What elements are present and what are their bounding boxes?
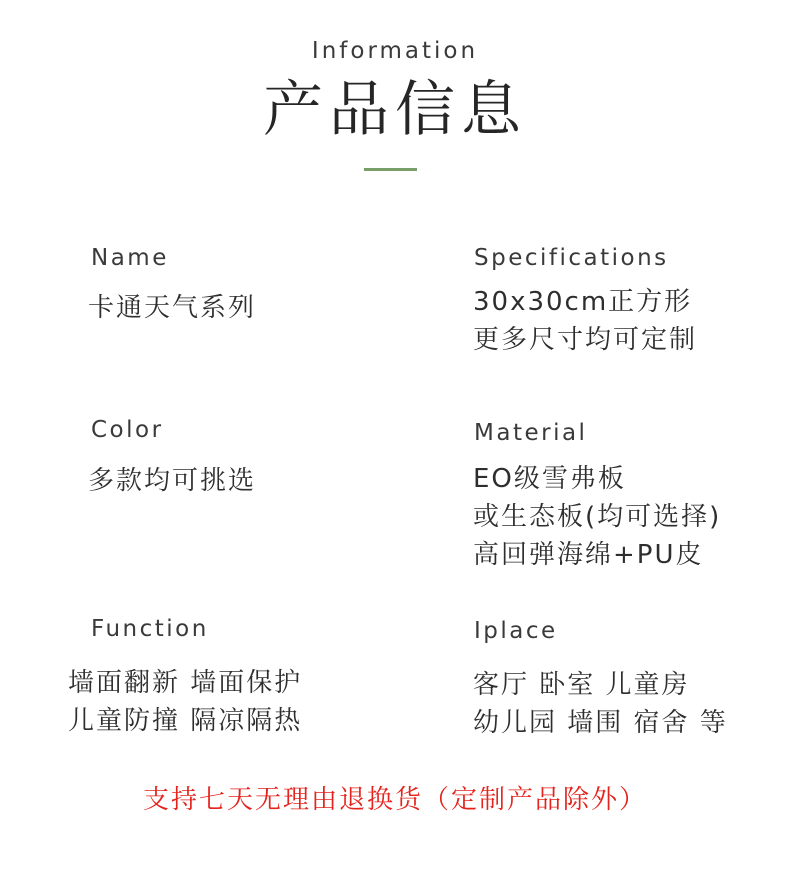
iplace-value-line: 客厅 卧室 儿童房 bbox=[473, 670, 690, 700]
specifications-label: Specifications bbox=[474, 245, 669, 271]
function-value bbox=[68, 664, 302, 740]
specifications-value bbox=[473, 283, 697, 359]
iplace-value bbox=[473, 666, 728, 742]
color-value-line: 多款均可挑选 bbox=[88, 466, 257, 496]
specifications-value-line: 30x30cm正方形 bbox=[473, 287, 693, 317]
color-value bbox=[88, 462, 256, 500]
title-divider bbox=[364, 168, 417, 171]
section-subtitle: Information bbox=[311, 38, 479, 64]
material-value-line: 高回弹海绵+PU皮 bbox=[473, 540, 704, 570]
function-value-line: 儿童防撞 隔凉隔热 bbox=[68, 706, 303, 736]
iplace-label: Iplace bbox=[474, 618, 558, 644]
name-value bbox=[88, 289, 256, 327]
material-value bbox=[473, 460, 721, 574]
page-title: 产品信息 bbox=[263, 75, 527, 145]
material-value-line: 或生态板(均可选择) bbox=[473, 502, 722, 532]
function-label: Function bbox=[91, 616, 209, 642]
iplace-value-line: 幼儿园 墙围 宿舍 等 bbox=[473, 708, 728, 738]
name-label: Name bbox=[91, 245, 169, 271]
specifications-value-line: 更多尺寸均可定制 bbox=[473, 325, 698, 355]
color-label: Color bbox=[91, 417, 164, 443]
name-value-line: 卡通天气系列 bbox=[88, 293, 257, 323]
material-label: Material bbox=[474, 420, 588, 446]
return-policy-notice: 支持七天无理由退换货（定制产品除外） bbox=[142, 785, 647, 815]
function-value-line: 墙面翻新 墙面保护 bbox=[68, 668, 303, 698]
material-value-line: EO级雪弗板 bbox=[473, 464, 626, 494]
